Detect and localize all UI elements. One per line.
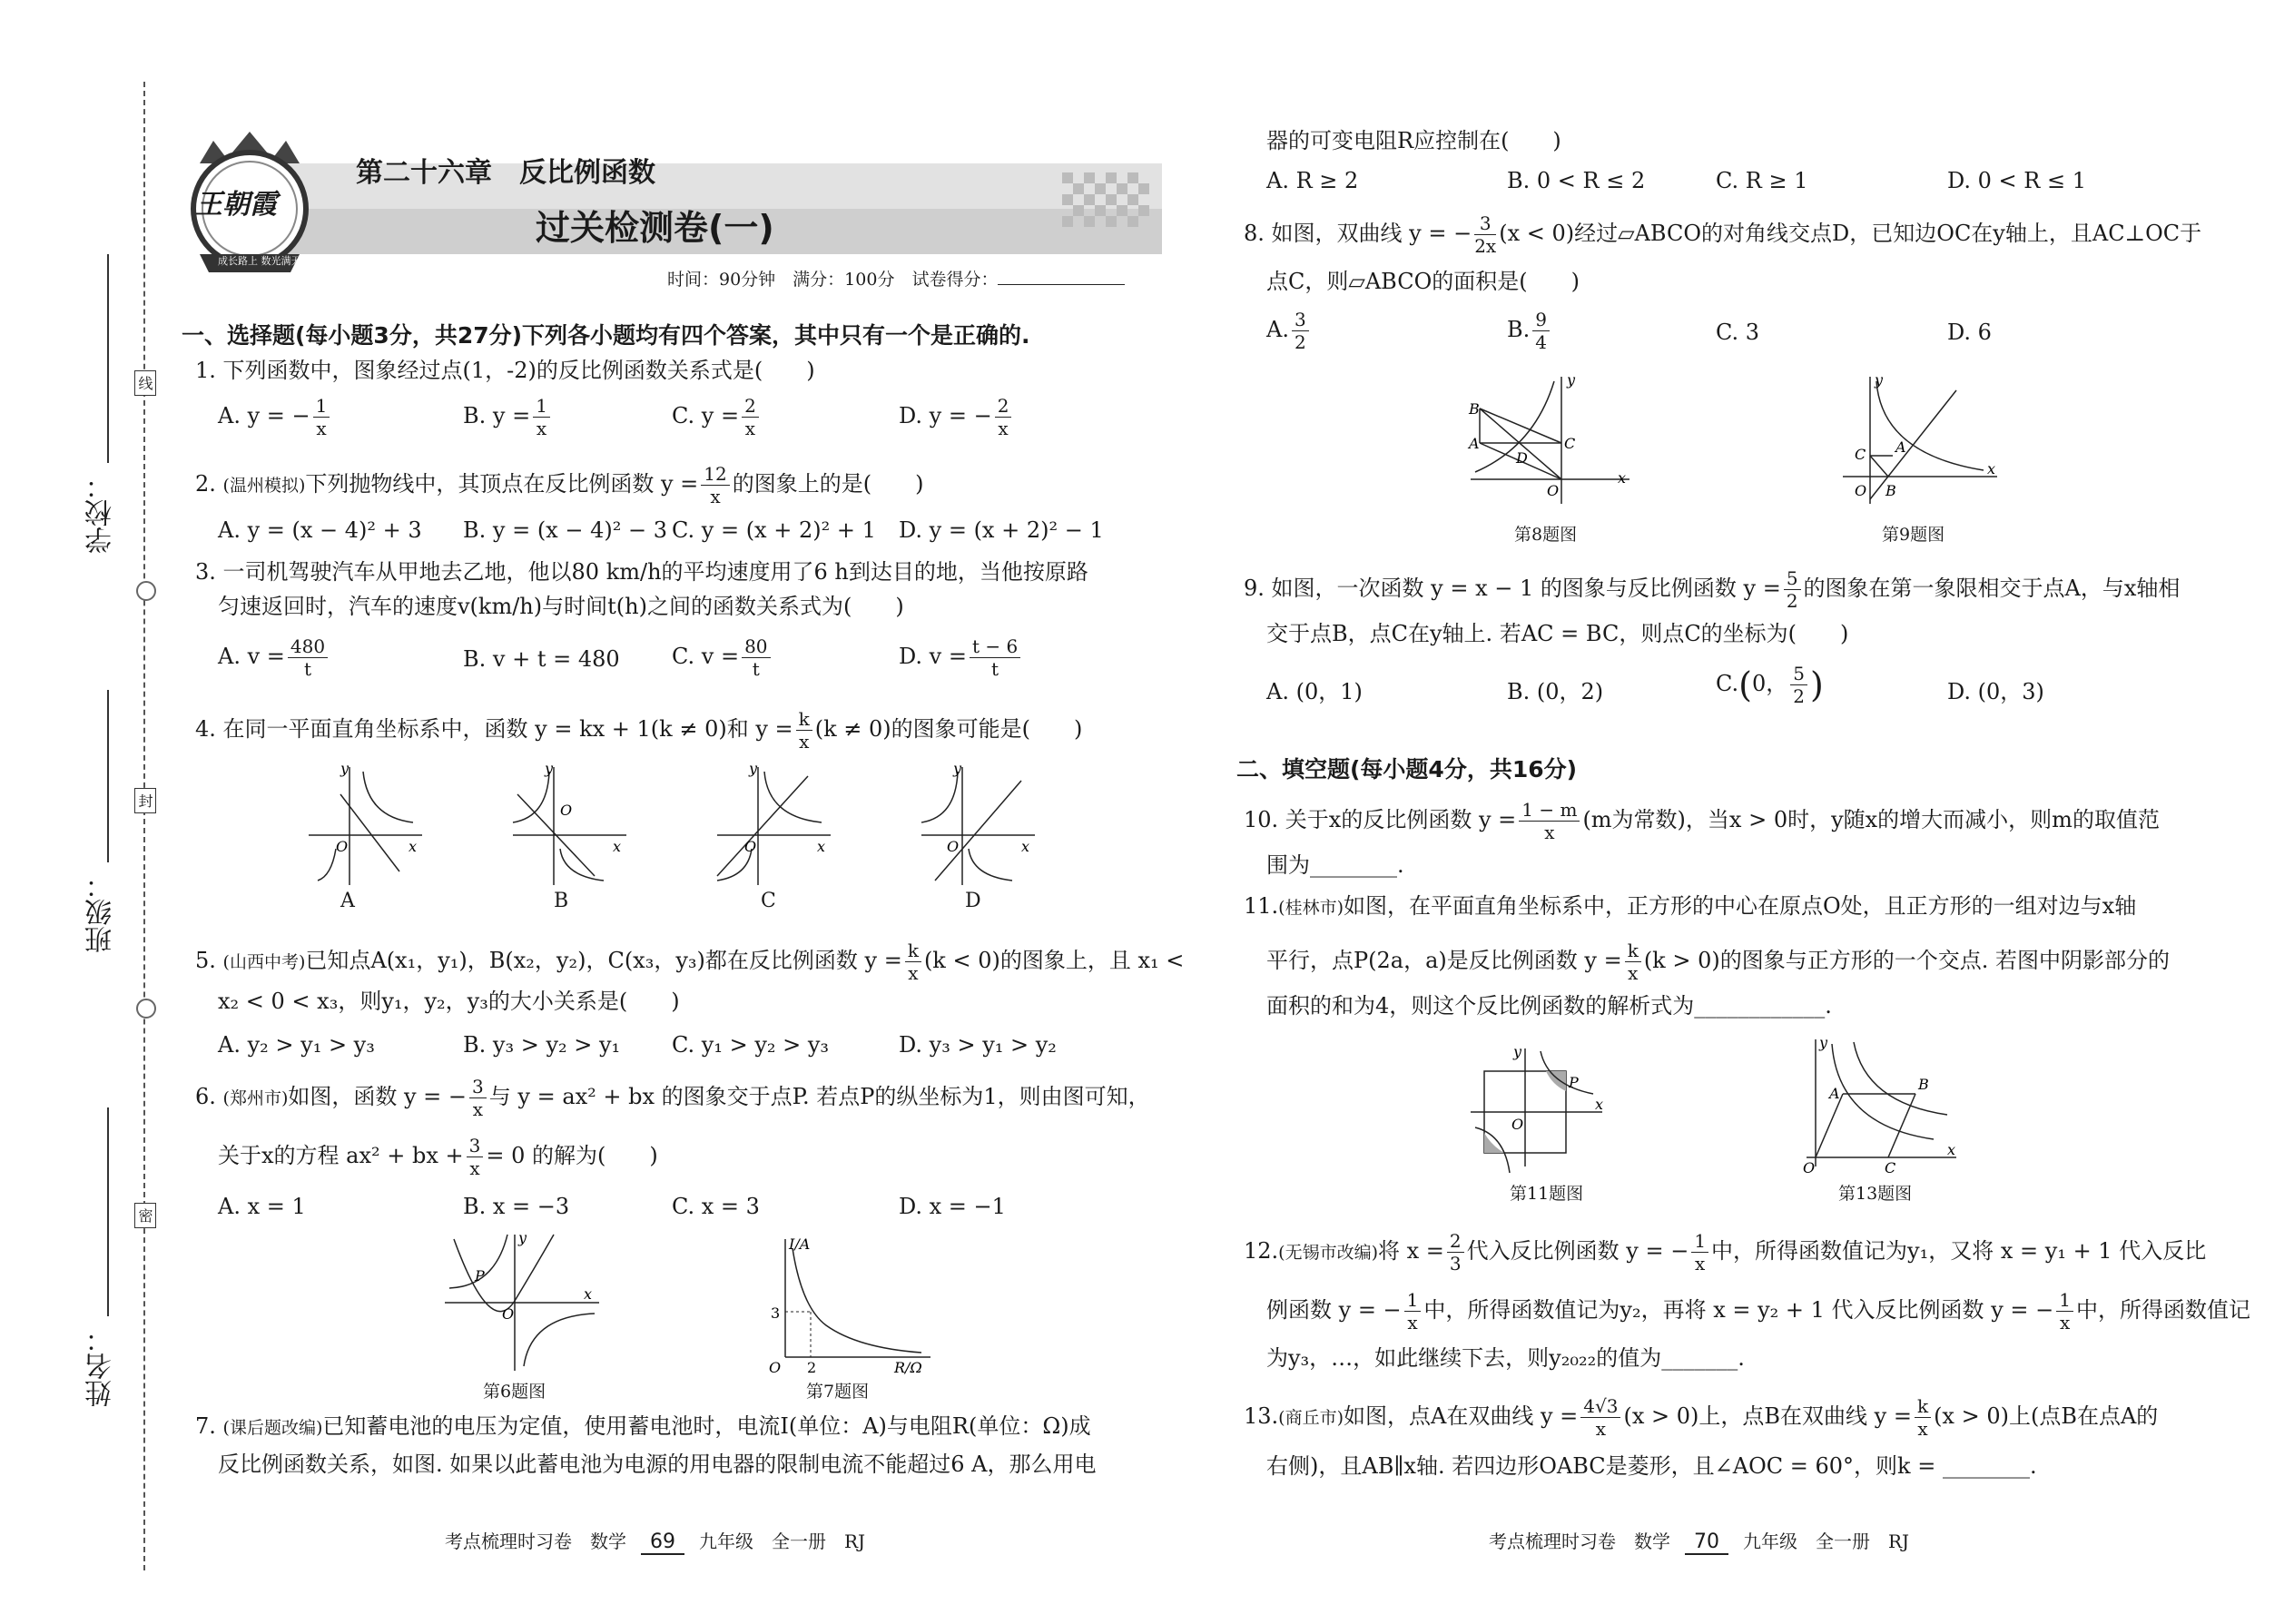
svg-text:C: C: [1885, 1159, 1896, 1176]
q2-option-a[interactable]: A. y = (x − 4)² + 3: [218, 517, 422, 543]
svg-text:y: y: [518, 1229, 527, 1246]
svg-text:O: O: [769, 1359, 782, 1376]
svg-text:D: D: [1516, 449, 1528, 467]
q5-option-d[interactable]: D. y₃ > y₁ > y₂: [899, 1032, 1057, 1058]
q5-option-b[interactable]: B. y₃ > y₂ > y₁: [463, 1032, 621, 1058]
q9-option-d[interactable]: D. (0，3): [1947, 679, 2044, 704]
svg-text:y: y: [953, 760, 962, 777]
school-label: 学校：: [85, 472, 117, 554]
q6-option-a[interactable]: A. x = 1: [218, 1194, 306, 1219]
question-11-line-2: 平行，点P(2a，a)是反比例函数 y = $\frac{k}{x}$ (k > 0)的图象与正方形的一个交点. 若图中阴影部分的: [1266, 940, 2170, 984]
question-12-line-3: 为y₃，…，如此继续下去，则y₂₀₂₂的值为_______.: [1266, 1345, 1745, 1371]
question-6-line-1: 6. (郑州市)如图，函数 y = − $\frac{3}{x}$ 与 y = ax² + bx 的图象交于点P. 若点P的纵坐标为1，则由图可知，: [195, 1076, 1150, 1120]
svg-text:y: y: [1567, 371, 1576, 389]
svg-text:3: 3: [771, 1304, 781, 1322]
question-9-line-1: 9. 如图，一次函数 y = x − 1 的图象与反比例函数 y = $\frac{5}{2}$ 的图象在第一象限相交于点A，与x轴相: [1244, 567, 2181, 612]
svg-text:A: A: [1469, 435, 1480, 452]
svg-text:O: O: [947, 838, 960, 855]
q5-option-c[interactable]: C. y₁ > y₂ > y₃: [672, 1032, 830, 1058]
svg-text:O: O: [1511, 1116, 1524, 1133]
q8-option-a[interactable]: A. $\frac{3}{2}$: [1266, 309, 1312, 353]
q1-option-a[interactable]: A. y = − $\frac{1}{x}$: [218, 395, 332, 439]
question-12-line-1: 12.(无锡市改编)将 x = $\frac{2}{3}$ 代入反比例函数 y = − $\frac{1}{x}$ 中，所得函数值记为y₁，又将 x = y₁ + 1 代入反比: [1244, 1230, 2207, 1275]
logo-motto: 成长路上 数光满天: [218, 255, 301, 267]
name-label: 姓名：: [85, 1325, 117, 1407]
svg-text:B: B: [1918, 1076, 1929, 1093]
q4-label-b: B: [554, 890, 569, 912]
question-11-line-3: 面积的和为4，则这个反比例函数的解析式为____________.: [1266, 993, 1832, 1019]
svg-text:C: C: [1564, 435, 1576, 452]
q2-option-c[interactable]: C. y = (x + 2)² + 1: [672, 517, 876, 543]
q6-option-c[interactable]: C. x = 3: [672, 1194, 760, 1219]
svg-text:y: y: [340, 760, 350, 777]
question-9-line-2: 交于点B，点C在y轴上. 若AC = BC，则点C的坐标为( ): [1266, 621, 1849, 646]
svg-text:A: A: [1829, 1085, 1840, 1102]
right-page: [1207, 0, 2294, 1624]
figure-9: [1838, 372, 2002, 508]
figure-11-caption: 第11题图: [1510, 1184, 1584, 1204]
svg-text:O: O: [1855, 482, 1867, 499]
svg-text:x: x: [613, 838, 622, 855]
figure-6: [440, 1230, 604, 1375]
q3-option-c[interactable]: C. v = $\frac{80}{t}$: [672, 635, 773, 680]
svg-text:x: x: [1987, 460, 1996, 477]
question-6-line-2: 关于x的方程 ax² + bx + $\frac{3}{x}$ = 0 的解为( ): [218, 1135, 658, 1179]
svg-text:y: y: [1819, 1034, 1828, 1051]
left-footer: 考点梳理时习卷 数学 69 九年级 全一册 RJ: [445, 1530, 866, 1553]
svg-text:y: y: [545, 760, 554, 777]
question-7-line-3: 器的可变电阻R应控制在( ): [1266, 128, 1561, 153]
svg-text:P: P: [1569, 1074, 1579, 1091]
q8-option-c[interactable]: C. 3: [1716, 320, 1760, 345]
q9-option-c[interactable]: C.(0， $\frac{5}{2}$ ): [1716, 663, 1824, 707]
question-10-line-2: 围为________.: [1266, 852, 1404, 878]
svg-text:x: x: [1021, 838, 1030, 855]
question-11-line-1: 11.(桂林市)如图，在平面直角坐标系中，正方形的中心在原点O处，且正方形的一组对边与x轴: [1244, 893, 2137, 919]
question-5-line-1: 5. (山西中考)已知点A(x₁，y₁)，B(x₂，y₂)，C(x₃，y₃)都在反比例函数 y = $\frac{k}{x}$ (k < 0)的图象上，且 x₁ <: [195, 940, 1185, 984]
figure-9-caption: 第9题图: [1882, 525, 1945, 545]
svg-text:O: O: [336, 838, 349, 855]
q4-graph-a[interactable]: [300, 760, 427, 890]
svg-text:O: O: [560, 802, 573, 819]
q7-option-c[interactable]: C. R ≥ 1: [1716, 168, 1808, 193]
exam-meta: 时间：90分钟 满分：100分 试卷得分：: [667, 266, 1125, 290]
q1-option-b[interactable]: B. y = $\frac{1}{x}$: [463, 395, 553, 439]
figure-7-caption: 第7题图: [806, 1382, 870, 1402]
q2-option-b[interactable]: B. y = (x − 4)² − 3: [463, 517, 667, 543]
section-2-heading: 二、填空题(每小题4分，共16分): [1236, 756, 1578, 782]
q8-option-d[interactable]: D. 6: [1947, 320, 1992, 345]
svg-text:x: x: [817, 838, 826, 855]
q3-option-b[interactable]: B. v + t = 480: [463, 646, 620, 672]
question-5-line-2: x₂ < 0 < x₃，则y₁，y₂，y₃的大小关系是( ): [218, 989, 680, 1014]
q4-label-d: D: [965, 890, 981, 912]
figure-11: [1466, 1044, 1611, 1171]
svg-text:y: y: [749, 760, 758, 777]
seal-mark-line: 线: [134, 370, 156, 396]
question-3-line-1: 3. 一司机驾驶汽车从甲地去乙地，他以80 km/h的平均速度用了6 h到达目的地，当他按原路: [195, 559, 1088, 585]
q3-option-a[interactable]: A. v = $\frac{480}{t}$: [218, 635, 330, 680]
q4-label-c: C: [761, 890, 776, 912]
question-13-line-2: 右侧)，且AB∥x轴. 若四边形OABC是菱形，且∠AOC = 60°，则k = ________.: [1266, 1453, 2037, 1479]
question-7-line-1: 7. (课后题改编)已知蓄电池的电压为定值，使用蓄电池时，电流I(单位：A)与电阻R(单位：Ω)成: [195, 1413, 1091, 1439]
figure-13-caption: 第13题图: [1838, 1184, 1913, 1204]
svg-text:C: C: [1855, 446, 1866, 463]
figure-13: [1797, 1035, 1961, 1180]
exam-title: 过关检测卷(一): [536, 208, 774, 248]
q9-option-b[interactable]: B. (0，2): [1507, 679, 1604, 704]
question-7-line-2: 反比例函数关系，如图. 如果以此蓄电池为电源的用电器的限制电流不能超过6 A，那么用电: [218, 1452, 1097, 1477]
q9-option-a[interactable]: A. (0，1): [1266, 679, 1363, 704]
svg-text:A: A: [1895, 438, 1906, 456]
svg-text:x: x: [1618, 469, 1627, 487]
q5-option-a[interactable]: A. y₂ > y₁ > y₃: [218, 1032, 375, 1058]
svg-text:I/A: I/A: [789, 1235, 811, 1253]
chapter-title: 第二十六章 反比例函数: [356, 157, 655, 189]
figure-8: [1471, 372, 1634, 508]
svg-text:B: B: [1885, 482, 1896, 499]
svg-text:x: x: [409, 838, 418, 855]
section-1-heading: 一、选择题(每小题3分，共27分)下列各小题均有四个答案，其中只有一个是正确的.: [182, 322, 1030, 349]
q1-option-d[interactable]: D. y = − $\frac{2}{x}$: [899, 395, 1014, 439]
question-12-line-2: 例函数 y = − $\frac{1}{x}$ 中，所得函数值记为y₂，再将 x = y₂ + 1 代入反比例函数 y = − $\frac{1}{x}$ 中，所得函数值记: [1266, 1289, 2250, 1334]
question-2: 2. (温州模拟)下列抛物线中，其顶点在反比例函数 y = $\frac{12}{x}$ 的图象上的是( ): [195, 463, 924, 507]
class-label: 班级：: [85, 871, 117, 953]
logo-name: 王朝霞: [195, 189, 277, 221]
svg-text:y: y: [1875, 371, 1884, 389]
svg-text:O: O: [1803, 1159, 1816, 1176]
svg-text:2: 2: [807, 1359, 817, 1376]
q1-option-c[interactable]: C. y = $\frac{2}{x}$: [672, 395, 762, 439]
page-number-69: 69: [641, 1530, 684, 1555]
question-10-line-1: 10. 关于x的反比例函数 y = $\frac{1 - m}{x}$ (m为常数)，当x > 0时，y随x的增大而减小，则m的取值范: [1244, 799, 2160, 843]
seal-mark-closed: 密: [134, 1203, 156, 1228]
q3-option-d[interactable]: D. v = $\frac{t - 6}{t}$: [899, 635, 1023, 680]
svg-text:x: x: [1595, 1096, 1604, 1113]
q7-option-a[interactable]: A. R ≥ 2: [1266, 168, 1359, 193]
svg-text:R/Ω: R/Ω: [894, 1359, 922, 1376]
q6-option-d[interactable]: D. x = −1: [899, 1194, 1006, 1219]
svg-text:O: O: [502, 1305, 515, 1323]
svg-text:x: x: [1947, 1141, 1956, 1158]
q4-graph-d[interactable]: [912, 760, 1039, 890]
question-8-line-2: 点C，则▱ABCO的面积是( ): [1266, 269, 1580, 294]
figure-7: [758, 1235, 940, 1380]
figure-6-caption: 第6题图: [483, 1382, 546, 1402]
svg-text:O: O: [744, 838, 757, 855]
q8-option-b[interactable]: B. $\frac{9}{4}$: [1507, 309, 1552, 353]
q4-graph-b[interactable]: [504, 760, 631, 890]
q6-option-b[interactable]: B. x = −3: [463, 1194, 570, 1219]
svg-text:x: x: [584, 1285, 593, 1303]
svg-text:B: B: [1469, 400, 1480, 418]
svg-text:P: P: [475, 1267, 485, 1284]
q2-option-d[interactable]: D. y = (x + 2)² − 1: [899, 517, 1104, 543]
q7-option-b[interactable]: B. 0 < R ≤ 2: [1507, 168, 1646, 193]
question-1: 1. 下列函数中，图象经过点(1，-2)的反比例函数关系式是( ): [195, 358, 815, 383]
question-3-line-2: 匀速返回时，汽车的速度v(km/h)与时间t(h)之间的函数关系式为( ): [218, 594, 904, 619]
svg-text:O: O: [1547, 482, 1560, 499]
q4-graph-c[interactable]: [708, 760, 835, 890]
question-4: 4. 在同一平面直角坐标系中，函数 y = kx + 1(k ≠ 0)和 y = $\frac{k}{x}$ (k ≠ 0)的图象可能是( ): [195, 708, 1083, 753]
figure-8-caption: 第8题图: [1514, 525, 1578, 545]
svg-text:y: y: [1513, 1043, 1522, 1060]
page-number-70: 70: [1685, 1530, 1728, 1555]
seal-mark-seal: 封: [134, 788, 156, 813]
question-13-line-1: 13.(商丘市)如图，点A在双曲线 y = $\frac{4√3}{x}$ (x > 0)上，点B在双曲线 y = $\frac{k}{x}$ (x > 0)上(点B在点A的: [1244, 1395, 2159, 1440]
right-footer: 考点梳理时习卷 数学 70 九年级 全一册 RJ: [1489, 1530, 1910, 1553]
q4-label-a: A: [340, 890, 355, 912]
question-8-line-1: 8. 如图，双曲线 y = − $\frac{3}{2x}$ (x < 0)经过▱ABCO的对角线交点D，已知边OC在y轴上，且AC⊥OC于: [1244, 212, 2202, 257]
q7-option-d[interactable]: D. 0 < R ≤ 1: [1947, 168, 2086, 193]
